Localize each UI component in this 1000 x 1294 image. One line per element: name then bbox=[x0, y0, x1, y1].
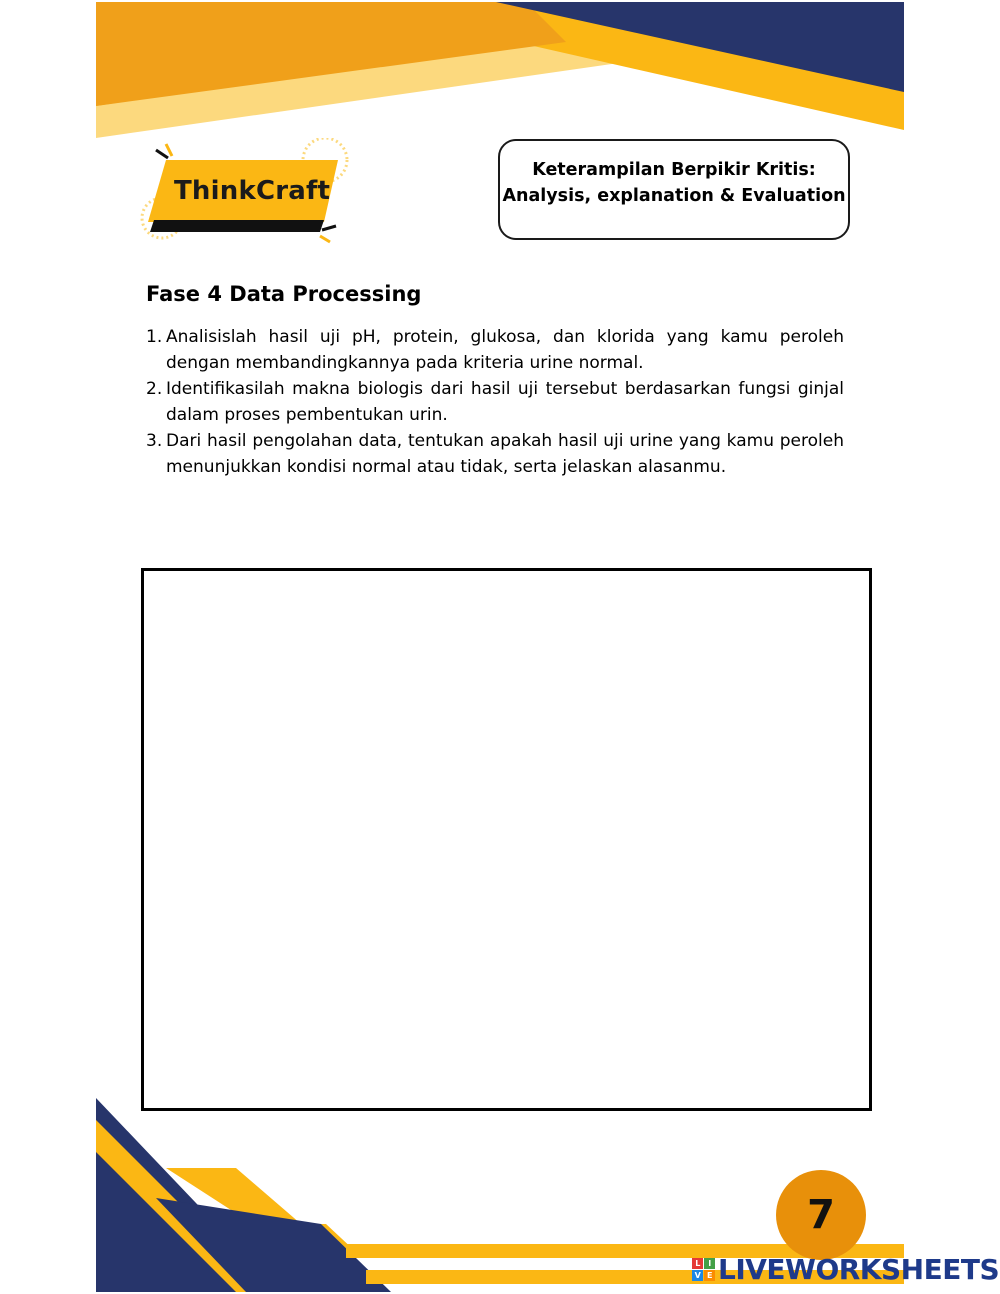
answer-box[interactable] bbox=[141, 568, 872, 1111]
logo-letter: I bbox=[704, 1258, 715, 1269]
logo-text: ThinkCraft bbox=[174, 176, 331, 206]
instruction-list bbox=[146, 324, 844, 480]
item-number: 1. bbox=[146, 327, 163, 347]
item-text: Identifikasilah makna biologis dari hasil uji tersebut berdasarkan fungsi ginjal dalam proses pembentukan urin. bbox=[166, 379, 844, 425]
skill-title-line2: Analysis, explanation & Evaluation bbox=[502, 185, 846, 206]
watermark-text: LIVEWORKSHEETS bbox=[718, 1252, 1000, 1286]
item-number: 3. bbox=[146, 431, 163, 451]
thinkcraft-logo bbox=[140, 138, 350, 248]
page-number-badge: 7 bbox=[776, 1170, 866, 1260]
logo-letter: L bbox=[692, 1258, 703, 1269]
liveworksheets-logo-icon bbox=[692, 1258, 715, 1281]
list-item bbox=[146, 376, 844, 428]
skill-title-box bbox=[498, 139, 850, 240]
item-number: 2. bbox=[146, 379, 163, 399]
list-item bbox=[146, 428, 844, 480]
item-text: Analisislah hasil uji pH, protein, glukosa, dan klorida yang kamu peroleh dengan membandingkannya pada kriteria urine normal. bbox=[166, 327, 844, 373]
liveworksheets-watermark bbox=[692, 1252, 999, 1286]
list-item bbox=[146, 324, 844, 376]
item-text: Dari hasil pengolahan data, tentukan apakah hasil uji urine yang kamu peroleh menunjukkan kondisi normal atau tidak, serta jelaskan alasanmu. bbox=[166, 431, 844, 477]
skill-title-line1: Keterampilan Berpikir Kritis: bbox=[532, 159, 816, 180]
logo-letter: E bbox=[704, 1270, 715, 1281]
logo-letter: V bbox=[692, 1270, 703, 1281]
section-heading: Fase 4 Data Processing bbox=[146, 282, 422, 306]
